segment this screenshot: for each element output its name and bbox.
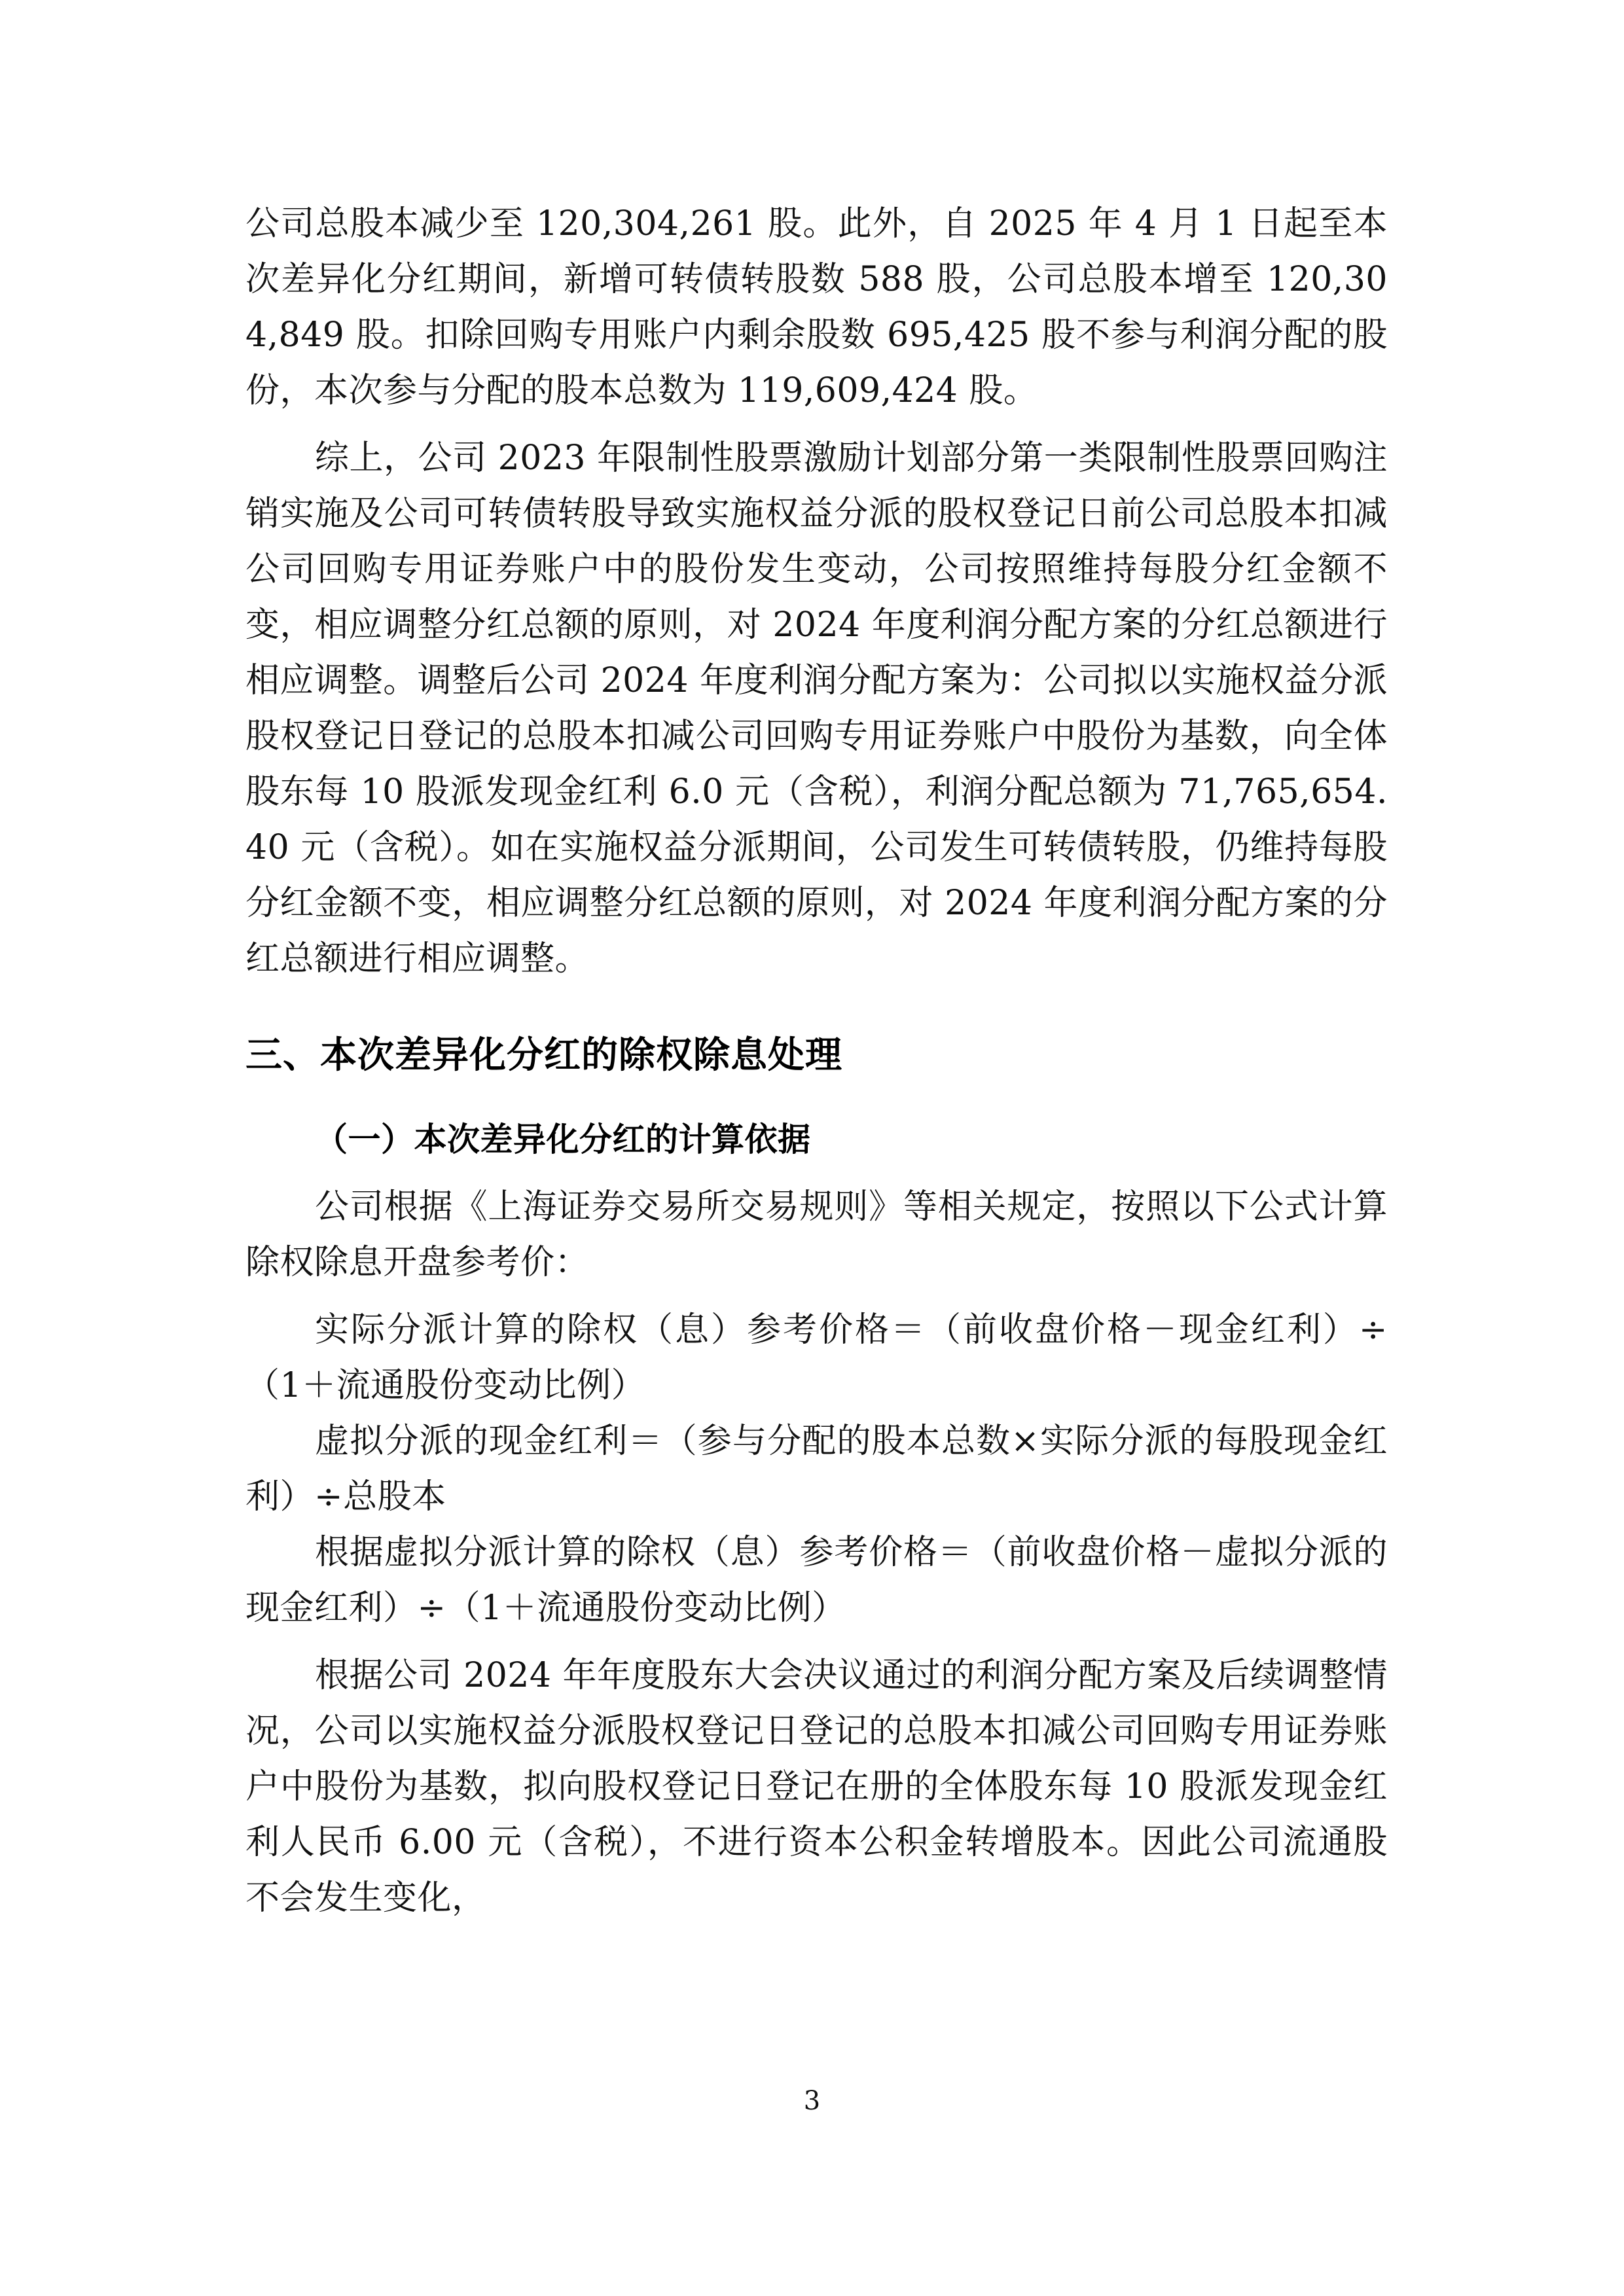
spacer (245, 1168, 1388, 1179)
paragraph-shareholders-meeting-resolution: 根据公司 2024 年年度股东大会决议通过的利润分配方案及后续调整情况，公司以实施权益分派股权登记日登记的总股本扣减公司回购专用证券账户中股份为基数，拟向股权登记日登记在册的全体股东每 10 股派发现金红利人民币 6.00 元（含税），不进行资本公积金转增股本。因此公司流通股不会发生变化， (245, 1656, 1388, 1918)
formula-actual-distribution-reference-price: 实际分派计算的除权（息）参考价格＝（前收盘价格－现金红利）÷（1＋流通股份变动比例） (245, 1310, 1388, 1405)
formula-virtual-distribution-reference-price: 根据虚拟分派计算的除权（息）参考价格＝（前收盘价格－虚拟分派的现金红利）÷（1＋流通股份变动比例） (245, 1533, 1388, 1628)
page-number: 3 (803, 2086, 821, 2116)
paragraph-summary-profit-distribution: 综上，公司 2023 年限制性股票激励计划部分第一类限制性股票回购注销实施及公司可转债转股导致实施权益分派的股权登记日前公司总股本扣减公司回购专用证券账户中的股份发生变动，公司按照维持每股分红金额不变，相应调整分红总额的原则，对 2024 年度利润分配方案的分红总额进行相应调整。调整后公司 2024 年度利润分配方案为：公司拟以实施权益分派股权登记日登记的总股本扣减公司回购专用证券账户中股份为基数，向全体股东每 10 股派发现金红利 6.0 元（含税），利润分配总额为 71,765,654.40 元（含税）。如在实施权益分派期间，公司发生可转债转股，仍维持每股分红金额不变，相应调整分红总额的原则，对 2024 年度利润分配方案的分红总额进行相应调整。 (245, 439, 1388, 978)
spacer (245, 419, 1388, 431)
heading-subsection-one: （一）本次差异化分红的计算依据 (315, 1121, 811, 1158)
spacer (245, 1636, 1388, 1648)
spacer (245, 987, 1388, 1028)
spacer (245, 1083, 1388, 1112)
heading-section-three: 三、本次差异化分红的除权除息处理 (245, 1034, 842, 1077)
paragraph-calculation-basis: 公司根据《上海证券交易所交易规则》等相关规定，按照以下公式计算除权除息开盘参考价： (245, 1187, 1388, 1282)
paragraph-share-capital-adjustment: 公司总股本减少至 120,304,261 股。此外，自 2025 年 4 月 1 日起至本次差异化分红期间，新增可转债转股数 588 股，公司总股本增至 120,304,849 股。扣除回购专用账户内剩余股数 695,425 股不参与利润分配的股份，本次参与分配的股本总数为 119,609,424 股。 (245, 204, 1388, 410)
formula-virtual-cash-dividend: 虚拟分派的现金红利＝（参与分配的股本总数×实际分派的每股现金红利）÷总股本 (245, 1422, 1388, 1516)
spacer (245, 1291, 1388, 1302)
page-content (245, 196, 1388, 1926)
